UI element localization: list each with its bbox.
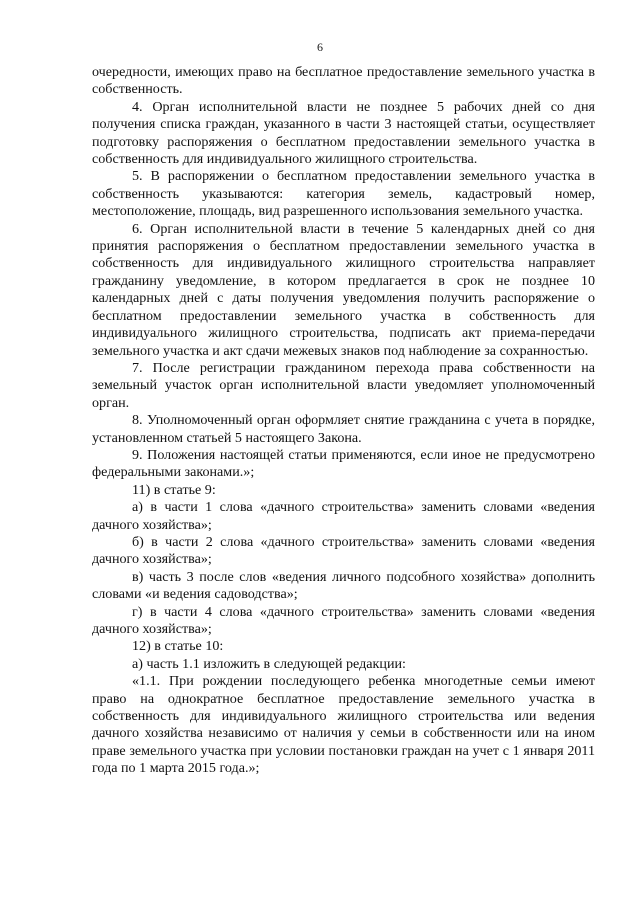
paragraph-amendment-11g: г) в части 4 слова «дачного строительства» заменить словами «ведения дачного хозяйства»; (92, 603, 595, 637)
paragraph-new-text-1-1: «1.1. При рождении последующего ребенка многодетные семьи имеют право на однократное бесплатное предоставление земельного участка в собственность для индивидуального жилищного строительства или ведения дачного хозяйства независимо от наличия у семьи в собственности или на ином праве земельного участка при условии постановки граждан на учет с 1 января 2011 года по 1 марта 2015 года.»; (92, 673, 595, 777)
paragraph-item-5: 5. В распоряжении о бесплатном предоставлении земельного участка в собственность указываются: категория земель, кадастровый номер, местоположение, площадь, вид разрешенного использования земельного участка. (92, 168, 595, 220)
paragraph-continuation: очередности, имеющих право на бесплатное предоставление земельного участка в собственность. (92, 64, 595, 98)
document-body (92, 64, 595, 778)
paragraph-amendment-11v: в) часть 3 после слов «ведения личного подсобного хозяйства» дополнить словами «и ведения садоводства»; (92, 568, 595, 603)
paragraph-amendment-11a: а) в части 1 слова «дачного строительства» заменить словами «ведения дачного хозяйства»; (92, 499, 595, 533)
paragraph-amendment-11: 11) в статье 9: (132, 481, 216, 498)
paragraph-item-9: 9. Положения настоящей статьи применяются, если иное не предусмотрено федеральными законами.»; (92, 446, 595, 481)
paragraph-item-6: 6. Орган исполнительной власти в течение 5 календарных дней со дня принятия распоряжения о бесплатном предоставлении земельного участка в собственность для индивидуального жилищного строительства направляет гражданину уведомление, в котором предлагается в срок не позднее 10 календарных дней с даты получения уведомления получить распоряжение о бесплатном предоставлении земельного участка в собственность для индивидуального жилищного строительства, подписать акт приема-передачи земельного участка и акт сдачи межевых знаков под наблюдение за сохранностью. (92, 220, 595, 359)
paragraph-amendment-12a: а) часть 1.1 изложить в следующей редакции: (132, 655, 406, 672)
paragraph-item-4: 4. Орган исполнительной власти не позднее 5 рабочих дней со дня получения списка граждан, указанного в части 3 настоящей статьи, осуществляет подготовку распоряжения о бесплатном предоставлении земельного участка в собственность для индивидуального жилищного строительства. (92, 98, 595, 168)
page-number: 6 (317, 40, 323, 54)
paragraph-amendment-11b: б) в части 2 слова «дачного строительства» заменить словами «ведения дачного хозяйства»; (92, 533, 595, 568)
paragraph-item-8: 8. Уполномоченный орган оформляет снятие гражданина с учета в порядке, установленном статьей 5 настоящего Закона. (92, 412, 595, 446)
paragraph-item-7: 7. После регистрации гражданином перехода права собственности на земельный участок орган исполнительной власти уведомляет уполномоченный орган. (92, 359, 595, 411)
paragraph-amendment-12: 12) в статье 10: (132, 638, 224, 655)
